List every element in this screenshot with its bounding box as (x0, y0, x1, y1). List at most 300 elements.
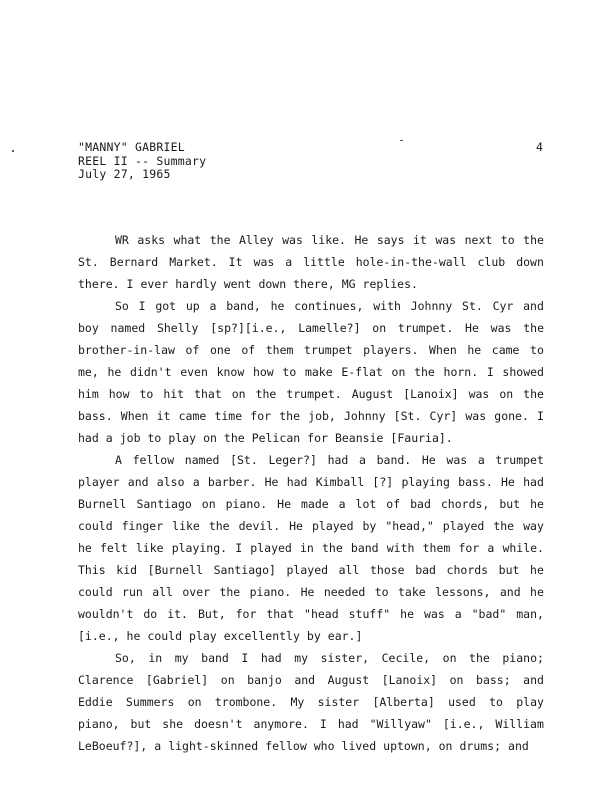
word: how (252, 365, 274, 379)
text-line (78, 603, 544, 625)
word: horn. (443, 365, 479, 379)
word: those (369, 563, 405, 577)
word: all (152, 585, 173, 599)
word: them (265, 343, 294, 357)
word: I (319, 717, 327, 731)
word: lived (341, 739, 377, 753)
word: way (523, 519, 544, 533)
word: St. (78, 255, 99, 269)
word: to (282, 365, 297, 379)
text-line (78, 581, 544, 603)
text-line (78, 625, 544, 647)
word: [Lanoix] (403, 387, 459, 401)
word: So, (115, 651, 136, 665)
word: the (414, 365, 435, 379)
word: So (115, 299, 129, 313)
word: replies. (362, 277, 418, 291)
word: stuff" (348, 607, 391, 621)
word: the (523, 387, 544, 401)
word: even (180, 365, 208, 379)
word: club (477, 255, 506, 269)
text-line (78, 713, 544, 735)
word: job (119, 431, 141, 445)
word: [Fauria]. (390, 431, 453, 445)
word: it (413, 233, 427, 247)
word: hit (163, 387, 185, 401)
word: I (537, 409, 544, 423)
word: a (192, 475, 200, 489)
word: kid (116, 563, 138, 577)
word: Cyr (492, 299, 514, 313)
word: fellow (265, 739, 307, 753)
word: she (162, 717, 184, 731)
word: he (78, 541, 92, 555)
word: but (130, 717, 152, 731)
word: little (303, 255, 345, 269)
text-line (78, 493, 544, 515)
word: LeBoeuf?], (78, 739, 148, 753)
word: Beansie (334, 431, 384, 445)
word: piano; (502, 651, 544, 665)
word: August (327, 673, 370, 687)
word: do (143, 607, 158, 621)
word: run (122, 585, 143, 599)
text-line (78, 537, 544, 559)
word: A (115, 453, 122, 467)
word: a (209, 299, 217, 313)
word: He (465, 321, 479, 335)
word: used (448, 695, 476, 709)
word: him (78, 387, 99, 401)
word: lot (355, 497, 377, 511)
word: hole-in-the-wall (355, 255, 467, 269)
word: but (498, 563, 520, 577)
word: "Willyaw" (369, 717, 432, 731)
word: player (78, 475, 120, 489)
word: on (201, 497, 216, 511)
word: When (120, 409, 149, 423)
word: needed (323, 585, 366, 599)
word: one (209, 343, 231, 357)
word: the (523, 233, 544, 247)
word: play (189, 629, 217, 643)
word: on (449, 673, 464, 687)
word: playing (401, 475, 450, 489)
word: he (530, 585, 544, 599)
word: had (337, 717, 359, 731)
word: came (178, 409, 207, 423)
word: what (173, 233, 202, 247)
word: But, (197, 607, 226, 621)
word: of (185, 343, 200, 357)
word: devil. (238, 519, 281, 533)
word: WR (115, 233, 129, 247)
paragraph (78, 647, 544, 757)
scan-speck (400, 140, 403, 141)
text-line (78, 669, 544, 691)
word: piano. (249, 585, 292, 599)
word: When (429, 343, 457, 357)
word: I (486, 365, 494, 379)
word: job, (308, 409, 336, 423)
word: take (398, 585, 426, 599)
word: Alley (238, 233, 274, 247)
word: band. (376, 453, 412, 467)
word: Shelly (156, 321, 199, 335)
word: in (299, 541, 314, 555)
word: He (421, 453, 436, 467)
word: with (373, 299, 401, 313)
paragraph (78, 449, 544, 647)
word: it (156, 409, 171, 423)
word: had (523, 475, 544, 489)
word: [?] (372, 475, 394, 489)
word: he (530, 497, 544, 511)
word: on (231, 387, 246, 401)
word: a (105, 431, 113, 445)
word: bass; (476, 673, 511, 687)
word: the (469, 651, 490, 665)
word: I (241, 651, 249, 665)
word: sister (317, 695, 360, 709)
word: trumpet. (397, 321, 454, 335)
word: Kimball (315, 475, 365, 489)
word: was (423, 607, 445, 621)
paragraph (78, 229, 544, 295)
word: in (148, 651, 163, 665)
word: wouldn't (78, 607, 134, 621)
word: didn't (129, 365, 172, 379)
word: down (258, 277, 287, 291)
word: man, (516, 607, 544, 621)
word: play (516, 695, 544, 709)
word: the (279, 409, 300, 423)
word: This (78, 563, 106, 577)
word: bass. (78, 409, 113, 423)
word: asks (137, 233, 166, 247)
word: a (285, 255, 293, 269)
word: [sp?][i.e., (210, 321, 287, 335)
word: the (209, 233, 231, 247)
word: Market. (169, 255, 218, 269)
word: It (228, 255, 243, 269)
word: had (327, 453, 349, 467)
word: who (313, 739, 335, 753)
word: the (223, 431, 245, 445)
word: lessons, (435, 585, 491, 599)
word: was (435, 233, 457, 247)
text-line (78, 317, 544, 339)
word: continues, (294, 299, 364, 313)
word: of (241, 343, 256, 357)
word: went (223, 277, 252, 291)
word: he (270, 299, 285, 313)
word: could (78, 585, 113, 599)
word: Summers (125, 695, 175, 709)
word: to (530, 343, 544, 357)
word: on (442, 651, 457, 665)
word: brother-in-law (78, 343, 175, 357)
word: I (138, 299, 146, 313)
word: for (458, 541, 480, 555)
word: and (523, 299, 544, 313)
word: band, (226, 299, 261, 313)
word: bad (415, 563, 436, 577)
word: playing. (171, 541, 228, 555)
text-line (78, 559, 544, 581)
word: make (304, 365, 333, 379)
word: trumpet (304, 343, 353, 357)
word: made (300, 497, 329, 511)
word: like (135, 541, 164, 555)
word: [St. (230, 453, 258, 467)
word: He (289, 519, 303, 533)
word: was (465, 409, 487, 423)
summary-body (78, 229, 544, 757)
word: that (194, 387, 222, 401)
text-line (78, 427, 544, 449)
word: the (255, 387, 277, 401)
word: named (110, 321, 146, 335)
word: uptown, (383, 739, 432, 753)
word: [Alberta] (372, 695, 435, 709)
word: He (277, 497, 291, 511)
word: and (523, 673, 544, 687)
text-line (78, 251, 544, 273)
text-line (78, 405, 544, 427)
word: but (499, 497, 521, 511)
word: a (359, 453, 366, 467)
word: finger (121, 519, 164, 533)
word: He (300, 585, 315, 599)
word: I (126, 277, 134, 291)
word: St. (462, 299, 483, 313)
word: He (264, 475, 279, 489)
text-line (78, 295, 544, 317)
word: the (208, 519, 230, 533)
word: that (266, 607, 295, 621)
word: was (282, 233, 303, 247)
word: came (491, 343, 520, 357)
word: and (294, 673, 316, 687)
reel-label: REEL II -- Summary (78, 153, 207, 168)
word: boy (78, 321, 99, 335)
word: trumpet (495, 453, 544, 467)
text-line (78, 273, 544, 295)
word: Eddie (78, 695, 113, 709)
word: for (250, 409, 272, 423)
word: a (154, 739, 162, 753)
word: a (338, 497, 346, 511)
word: to (139, 387, 154, 401)
word: "head," (385, 519, 434, 533)
word: felt (100, 541, 128, 555)
word: the (523, 321, 544, 335)
word: Pelican (251, 431, 301, 445)
word: play (168, 431, 197, 445)
word: Bernard (109, 255, 159, 269)
word: drums; (459, 739, 502, 753)
text-line (78, 471, 544, 493)
word: band (201, 651, 229, 665)
word: MG (341, 277, 356, 291)
word: Johnny (410, 299, 453, 313)
paragraph (78, 295, 544, 449)
text-line (78, 647, 544, 669)
word: I (235, 541, 243, 555)
word: and (508, 739, 529, 753)
text-line (78, 691, 544, 713)
word: anymore. (253, 717, 309, 731)
word: on (438, 739, 453, 753)
word: was (490, 321, 512, 335)
word: he (126, 629, 141, 643)
word: [St. (393, 409, 422, 423)
word: played (286, 563, 329, 577)
word: got (155, 299, 177, 313)
word: Johnny (343, 409, 386, 423)
word: to (489, 695, 503, 709)
word: had (78, 431, 99, 445)
word: says (376, 233, 405, 247)
word: Clarence (78, 673, 134, 687)
word: Cyr] (429, 409, 458, 423)
word: Santiago] (213, 563, 276, 577)
word: on (499, 387, 514, 401)
word: August (351, 387, 394, 401)
word: on (203, 431, 217, 445)
document-header (78, 141, 206, 182)
word: also (156, 475, 185, 489)
text-line (78, 515, 544, 537)
word: know (216, 365, 245, 379)
word: My (290, 695, 305, 709)
word: by (362, 519, 377, 533)
text-line (78, 735, 544, 757)
word: ever (140, 277, 169, 291)
word: down (516, 255, 544, 269)
word: Burnell (78, 497, 127, 511)
word: a (487, 541, 495, 555)
word: to (374, 585, 389, 599)
word: there. (78, 277, 120, 291)
word: [Lanoix] (381, 673, 438, 687)
word: chords, (440, 497, 490, 511)
word: William (495, 717, 544, 731)
word: trombone. (214, 695, 278, 709)
word: time (214, 409, 243, 423)
word: by (306, 629, 321, 643)
word: trumpet. (286, 387, 342, 401)
word: on (372, 321, 387, 335)
word: next (464, 233, 493, 247)
word: was (446, 453, 468, 467)
word: gone. (494, 409, 529, 423)
word: there, (293, 277, 335, 291)
word: sister, (320, 651, 370, 665)
word: could (147, 629, 183, 643)
word: Lamelle?] (298, 321, 361, 335)
text-line (78, 339, 544, 361)
word: on (187, 695, 202, 709)
word: "head (304, 607, 339, 621)
word: up (185, 299, 200, 313)
word: it. (167, 607, 188, 621)
word: excellently (223, 629, 300, 643)
word: while. (502, 541, 544, 555)
word: the (321, 541, 343, 555)
word: the (219, 585, 241, 599)
word: "bad" (471, 607, 507, 621)
interview-date: July 27, 1965 (78, 167, 171, 181)
text-line (78, 229, 544, 251)
word: [i.e., (78, 629, 120, 643)
word: on (391, 365, 406, 379)
word: played (250, 541, 292, 555)
word: ear.] (327, 629, 363, 643)
page-number: 4 (536, 140, 543, 154)
word: piano. (225, 497, 268, 511)
text-line (78, 361, 544, 383)
word: how (108, 387, 130, 401)
word: [Gabriel] (145, 673, 209, 687)
word: bad (410, 497, 431, 511)
word: me, (78, 365, 99, 379)
word: Leger?] (268, 453, 317, 467)
word: on (220, 673, 235, 687)
word: them (422, 541, 451, 555)
word: bass. (458, 475, 493, 489)
word: to (500, 233, 515, 247)
word: for (307, 431, 328, 445)
word: named (184, 453, 220, 467)
word: with (386, 541, 415, 555)
word: to (147, 431, 162, 445)
word: he (530, 563, 544, 577)
word: light-skinned (168, 739, 259, 753)
word: piano, (78, 717, 120, 731)
word: he (467, 343, 482, 357)
scan-speck (12, 150, 14, 152)
word: He (354, 233, 369, 247)
word: all (338, 563, 360, 577)
word: played (442, 519, 485, 533)
word: fellow (132, 453, 175, 467)
word: hardly (175, 277, 217, 291)
word: a (477, 453, 485, 467)
word: a (454, 607, 462, 621)
word: Santiago (136, 497, 192, 511)
word: my (174, 651, 189, 665)
word: He (501, 475, 515, 489)
text-line (78, 383, 544, 405)
text-line (78, 449, 544, 471)
word: could (78, 519, 113, 533)
word: was (468, 387, 490, 401)
word: for (235, 607, 257, 621)
word: doesn't (194, 717, 243, 731)
word: played (311, 519, 354, 533)
word: banjo (247, 673, 282, 687)
word: and (499, 585, 521, 599)
word: over (182, 585, 211, 599)
word: E-flat (341, 365, 383, 379)
word: and (127, 475, 149, 489)
word: had (286, 475, 308, 489)
word: Cecile, (381, 651, 431, 665)
word: band (350, 541, 379, 555)
word: like. (311, 233, 346, 247)
